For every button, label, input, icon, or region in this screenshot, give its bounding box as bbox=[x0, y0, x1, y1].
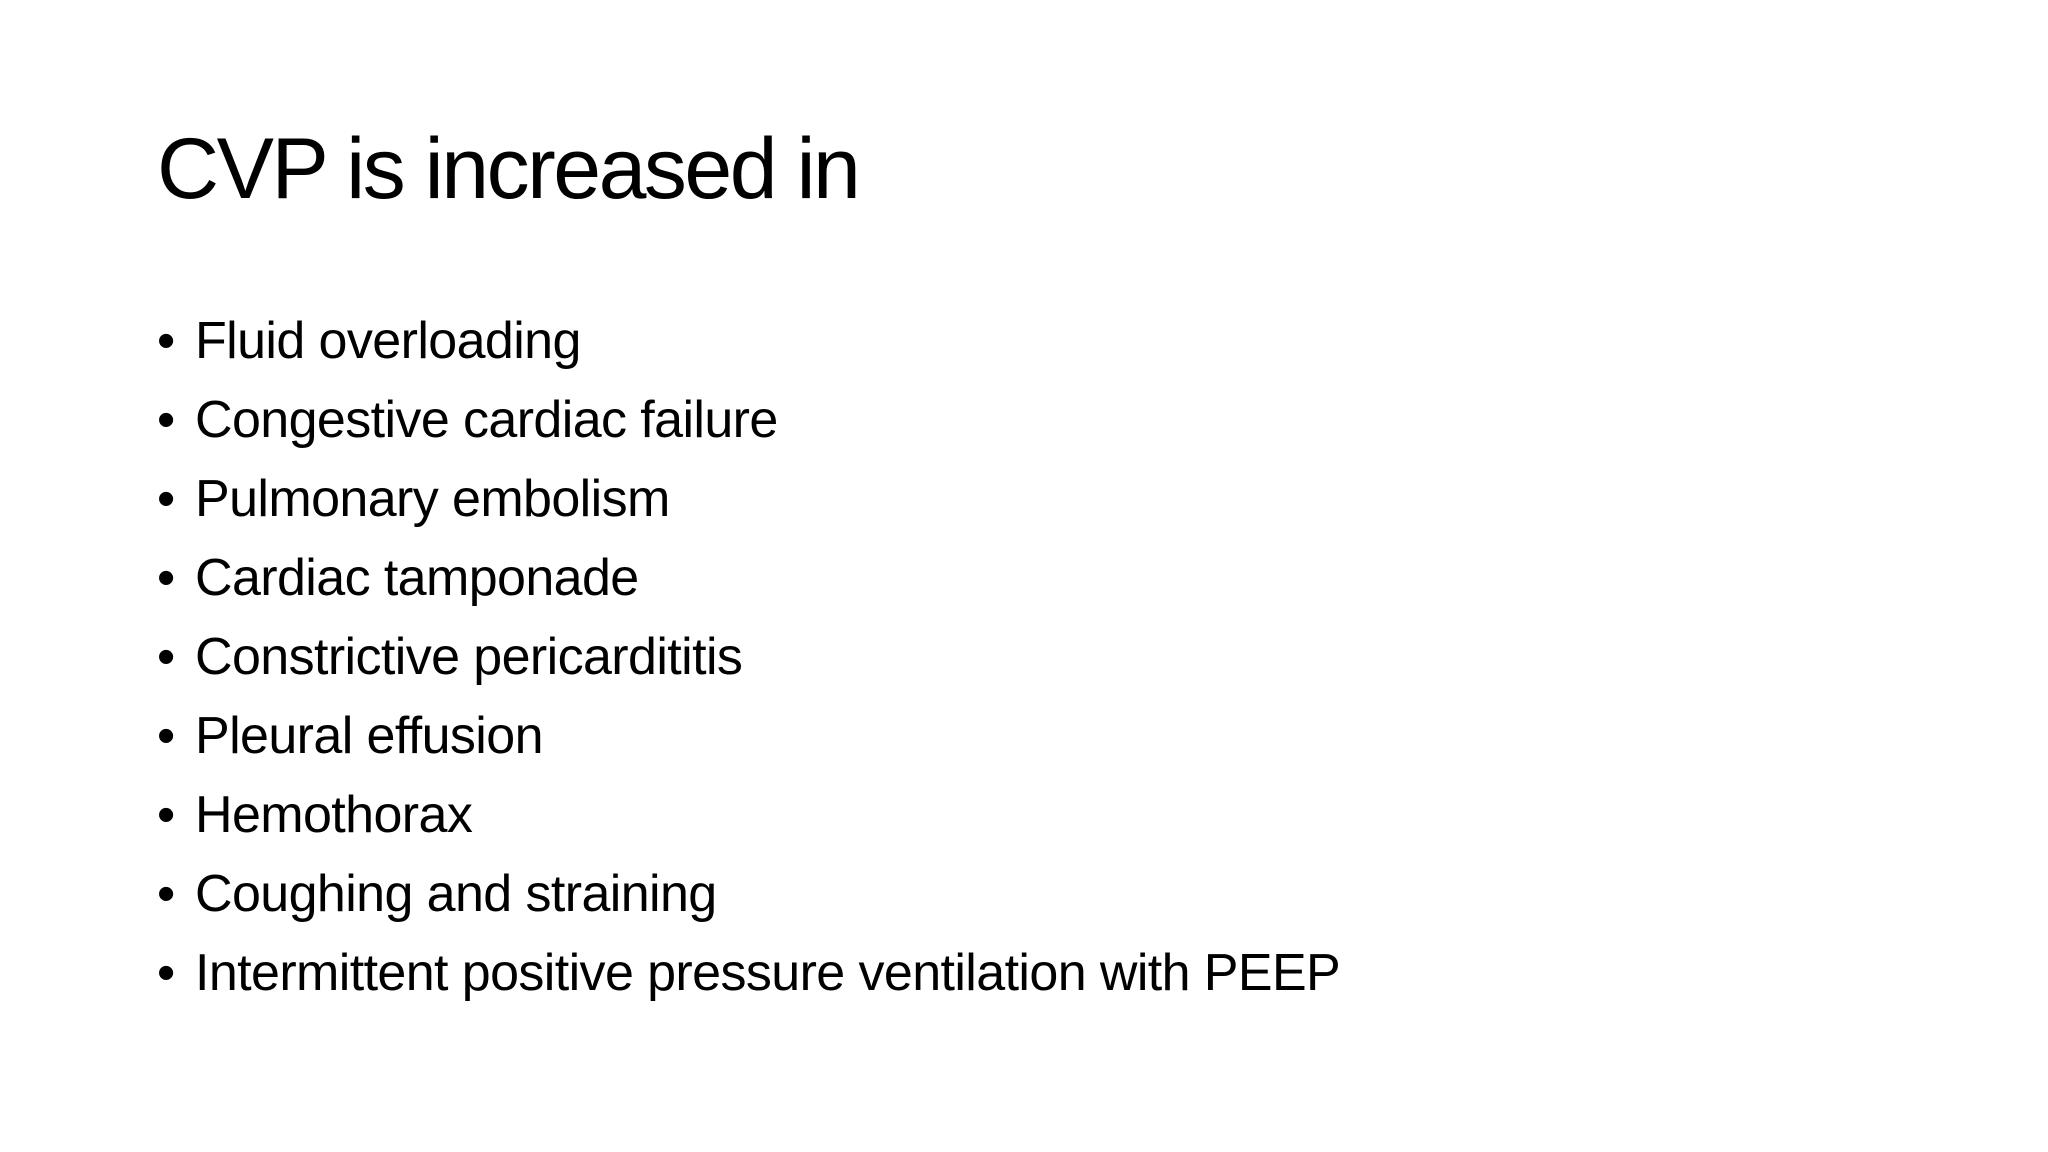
list-item-label: Congestive cardiac failure bbox=[195, 391, 778, 449]
list-item-label: Pleural effusion bbox=[195, 707, 543, 765]
bullet-icon: • bbox=[157, 786, 175, 844]
bullet-icon: • bbox=[157, 312, 175, 370]
list-item bbox=[157, 618, 1340, 697]
bullet-icon: • bbox=[157, 944, 175, 1002]
list-item-label: Intermittent positive pressure ventilation with PEEP bbox=[195, 944, 1341, 1002]
list-item bbox=[157, 855, 1340, 934]
list-item bbox=[157, 381, 1340, 460]
slide-title: CVP is increased in bbox=[157, 121, 859, 217]
list-item bbox=[157, 697, 1340, 776]
list-item bbox=[157, 776, 1340, 855]
bullet-icon: • bbox=[157, 391, 175, 449]
bullet-icon: • bbox=[157, 865, 175, 923]
bullet-list bbox=[157, 302, 1340, 1013]
list-item-label: Pulmonary embolism bbox=[195, 470, 670, 528]
list-item-label: Cardiac tamponade bbox=[195, 549, 639, 607]
list-item-label: Coughing and straining bbox=[195, 865, 717, 923]
bullet-icon: • bbox=[157, 470, 175, 528]
bullet-icon: • bbox=[157, 549, 175, 607]
list-item-label: Constrictive pericardititis bbox=[195, 628, 743, 686]
bullet-icon: • bbox=[157, 628, 175, 686]
list-item-label: Fluid overloading bbox=[195, 312, 581, 370]
list-item bbox=[157, 460, 1340, 539]
list-item bbox=[157, 539, 1340, 618]
list-item bbox=[157, 934, 1340, 1013]
list-item-label: Hemothorax bbox=[195, 786, 473, 844]
list-item bbox=[157, 302, 1340, 381]
bullet-icon: • bbox=[157, 707, 175, 765]
